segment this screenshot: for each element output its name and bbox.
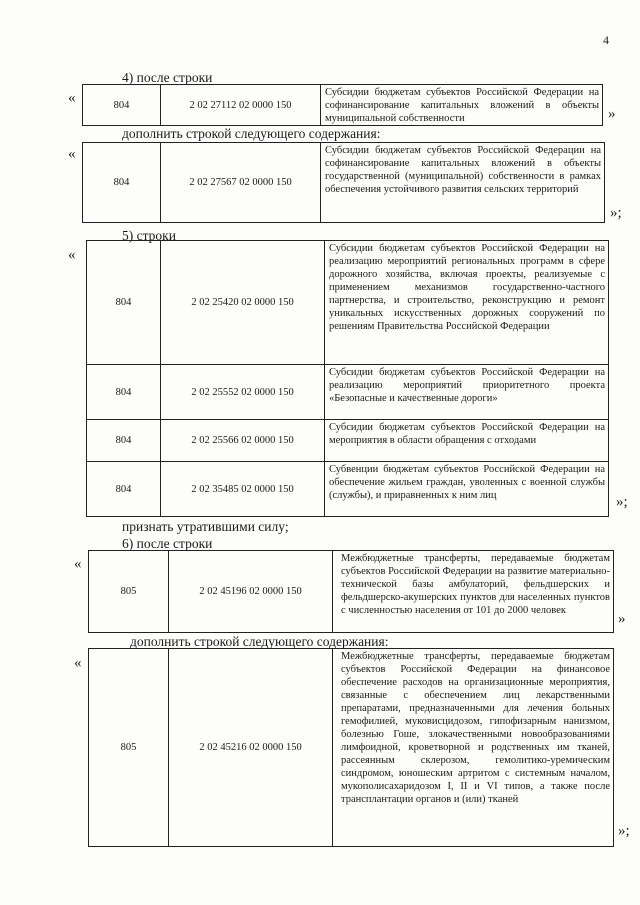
table-4-new	[82, 142, 605, 223]
table-5	[86, 240, 609, 517]
table-row	[87, 420, 609, 462]
section-5-heading: 5) строки	[122, 228, 176, 243]
admin-code: 804	[83, 85, 161, 126]
revenue-description: Субсидии бюджетам субъектов Российской Федерации на софинансирование капитальных вложений в объекты государственной (муниципальной) собственности в рамках обеспечения устойчивого развития сельских территорий	[321, 143, 605, 223]
section-4-add-text: дополнить строкой следующего содержания:	[122, 126, 381, 141]
admin-code: 804	[87, 241, 161, 365]
section-4-heading: 4) после строки	[122, 70, 213, 85]
section-6-heading: 6) после строки	[122, 536, 213, 551]
revenue-description: Субсидии бюджетам субъектов Российской Федерации на мероприятия в области обращения с отходами	[325, 420, 609, 462]
budget-code: 2 02 27112 02 0000 150	[161, 85, 321, 126]
admin-code: 804	[87, 462, 161, 517]
table-row	[87, 365, 609, 420]
admin-code: 805	[89, 649, 169, 847]
table-row	[89, 649, 614, 847]
admin-code: 804	[87, 365, 161, 420]
close-quote: »;	[616, 494, 628, 510]
admin-code: 804	[83, 143, 161, 223]
open-quote: «	[68, 146, 76, 162]
budget-code: 2 02 45216 02 0000 150	[169, 649, 333, 847]
budget-code: 2 02 25552 02 0000 150	[161, 365, 325, 420]
table-row	[89, 551, 614, 633]
close-quote: »	[608, 106, 616, 122]
revenue-description: Субсидии бюджетам субъектов Российской Федерации на реализацию мероприятий региональных программ в сфере дорожного хозяйства, включая проекты, реализуемые с применением механизмов государственно-частного партнерства, и строительство, реконструкцию и ремонт уникальных искусственных дорожных сооружений по решениям Правительства Российской Федерации	[325, 241, 609, 365]
section-6-add-text: дополнить строкой следующего содержания:	[130, 634, 389, 649]
open-quote: «	[68, 90, 76, 106]
revenue-description: Межбюджетные трансферты, передаваемые бюджетам субъектов Российской Федерации на финансовое обеспечение расходов на организационные мероприятия, связанные с обеспечением лиц лекарственными препаратами, предназначенными для лечения больных гемофилией, муковисцидозом, гипофизарным нанизмом, болезнью Гоше, злокачественными новообразованиями лимфоидной, кроветворной и родственных им тканей, рассеянным склерозом, гемолитико-уремическим синдромом, юношеским артритом с системным началом, мукополисахаридозом I, II и VI типов, а также после трансплантации органов и (или) тканей	[333, 649, 614, 847]
budget-code: 2 02 25566 02 0000 150	[161, 420, 325, 462]
close-quote: »;	[610, 205, 622, 221]
open-quote: «	[68, 247, 76, 263]
open-quote: «	[74, 556, 82, 572]
revenue-description: Субсидии бюджетам субъектов Российской Федерации на софинансирование капитальных вложений в объекты муниципальной собственности	[321, 85, 603, 126]
close-quote: »;	[618, 823, 630, 839]
admin-code: 805	[89, 551, 169, 633]
table-row	[87, 462, 609, 517]
table-row	[83, 143, 605, 223]
open-quote: «	[74, 655, 82, 671]
revenue-description: Субсидии бюджетам субъектов Российской Федерации на реализацию мероприятий приоритетного проекта «Безопасные и качественные дороги»	[325, 365, 609, 420]
section-5-invalid-text: признать утратившими силу;	[122, 519, 289, 534]
table-4-original	[82, 84, 603, 126]
table-row	[83, 85, 603, 126]
table-row	[87, 241, 609, 365]
budget-code: 2 02 27567 02 0000 150	[161, 143, 321, 223]
budget-code: 2 02 25420 02 0000 150	[161, 241, 325, 365]
admin-code: 804	[87, 420, 161, 462]
revenue-description: Субвенции бюджетам субъектов Российской Федерации на обеспечение жильем граждан, уволенных с военной службы (службы), и приравненных к ним лиц	[325, 462, 609, 517]
table-6-original	[88, 550, 614, 633]
table-6-new	[88, 648, 614, 847]
page-number: 4	[603, 33, 609, 47]
budget-code: 2 02 35485 02 0000 150	[161, 462, 325, 517]
budget-code: 2 02 45196 02 0000 150	[169, 551, 333, 633]
close-quote: »	[618, 611, 626, 627]
revenue-description: Межбюджетные трансферты, передаваемые бюджетам субъектов Российской Федерации на развитие материально-технической базы амбулаторий, фельдшерских и фельдшерско-акушерских пунктов для населенных пунктов с численностью населения от 101 до 2000 человек	[333, 551, 614, 633]
